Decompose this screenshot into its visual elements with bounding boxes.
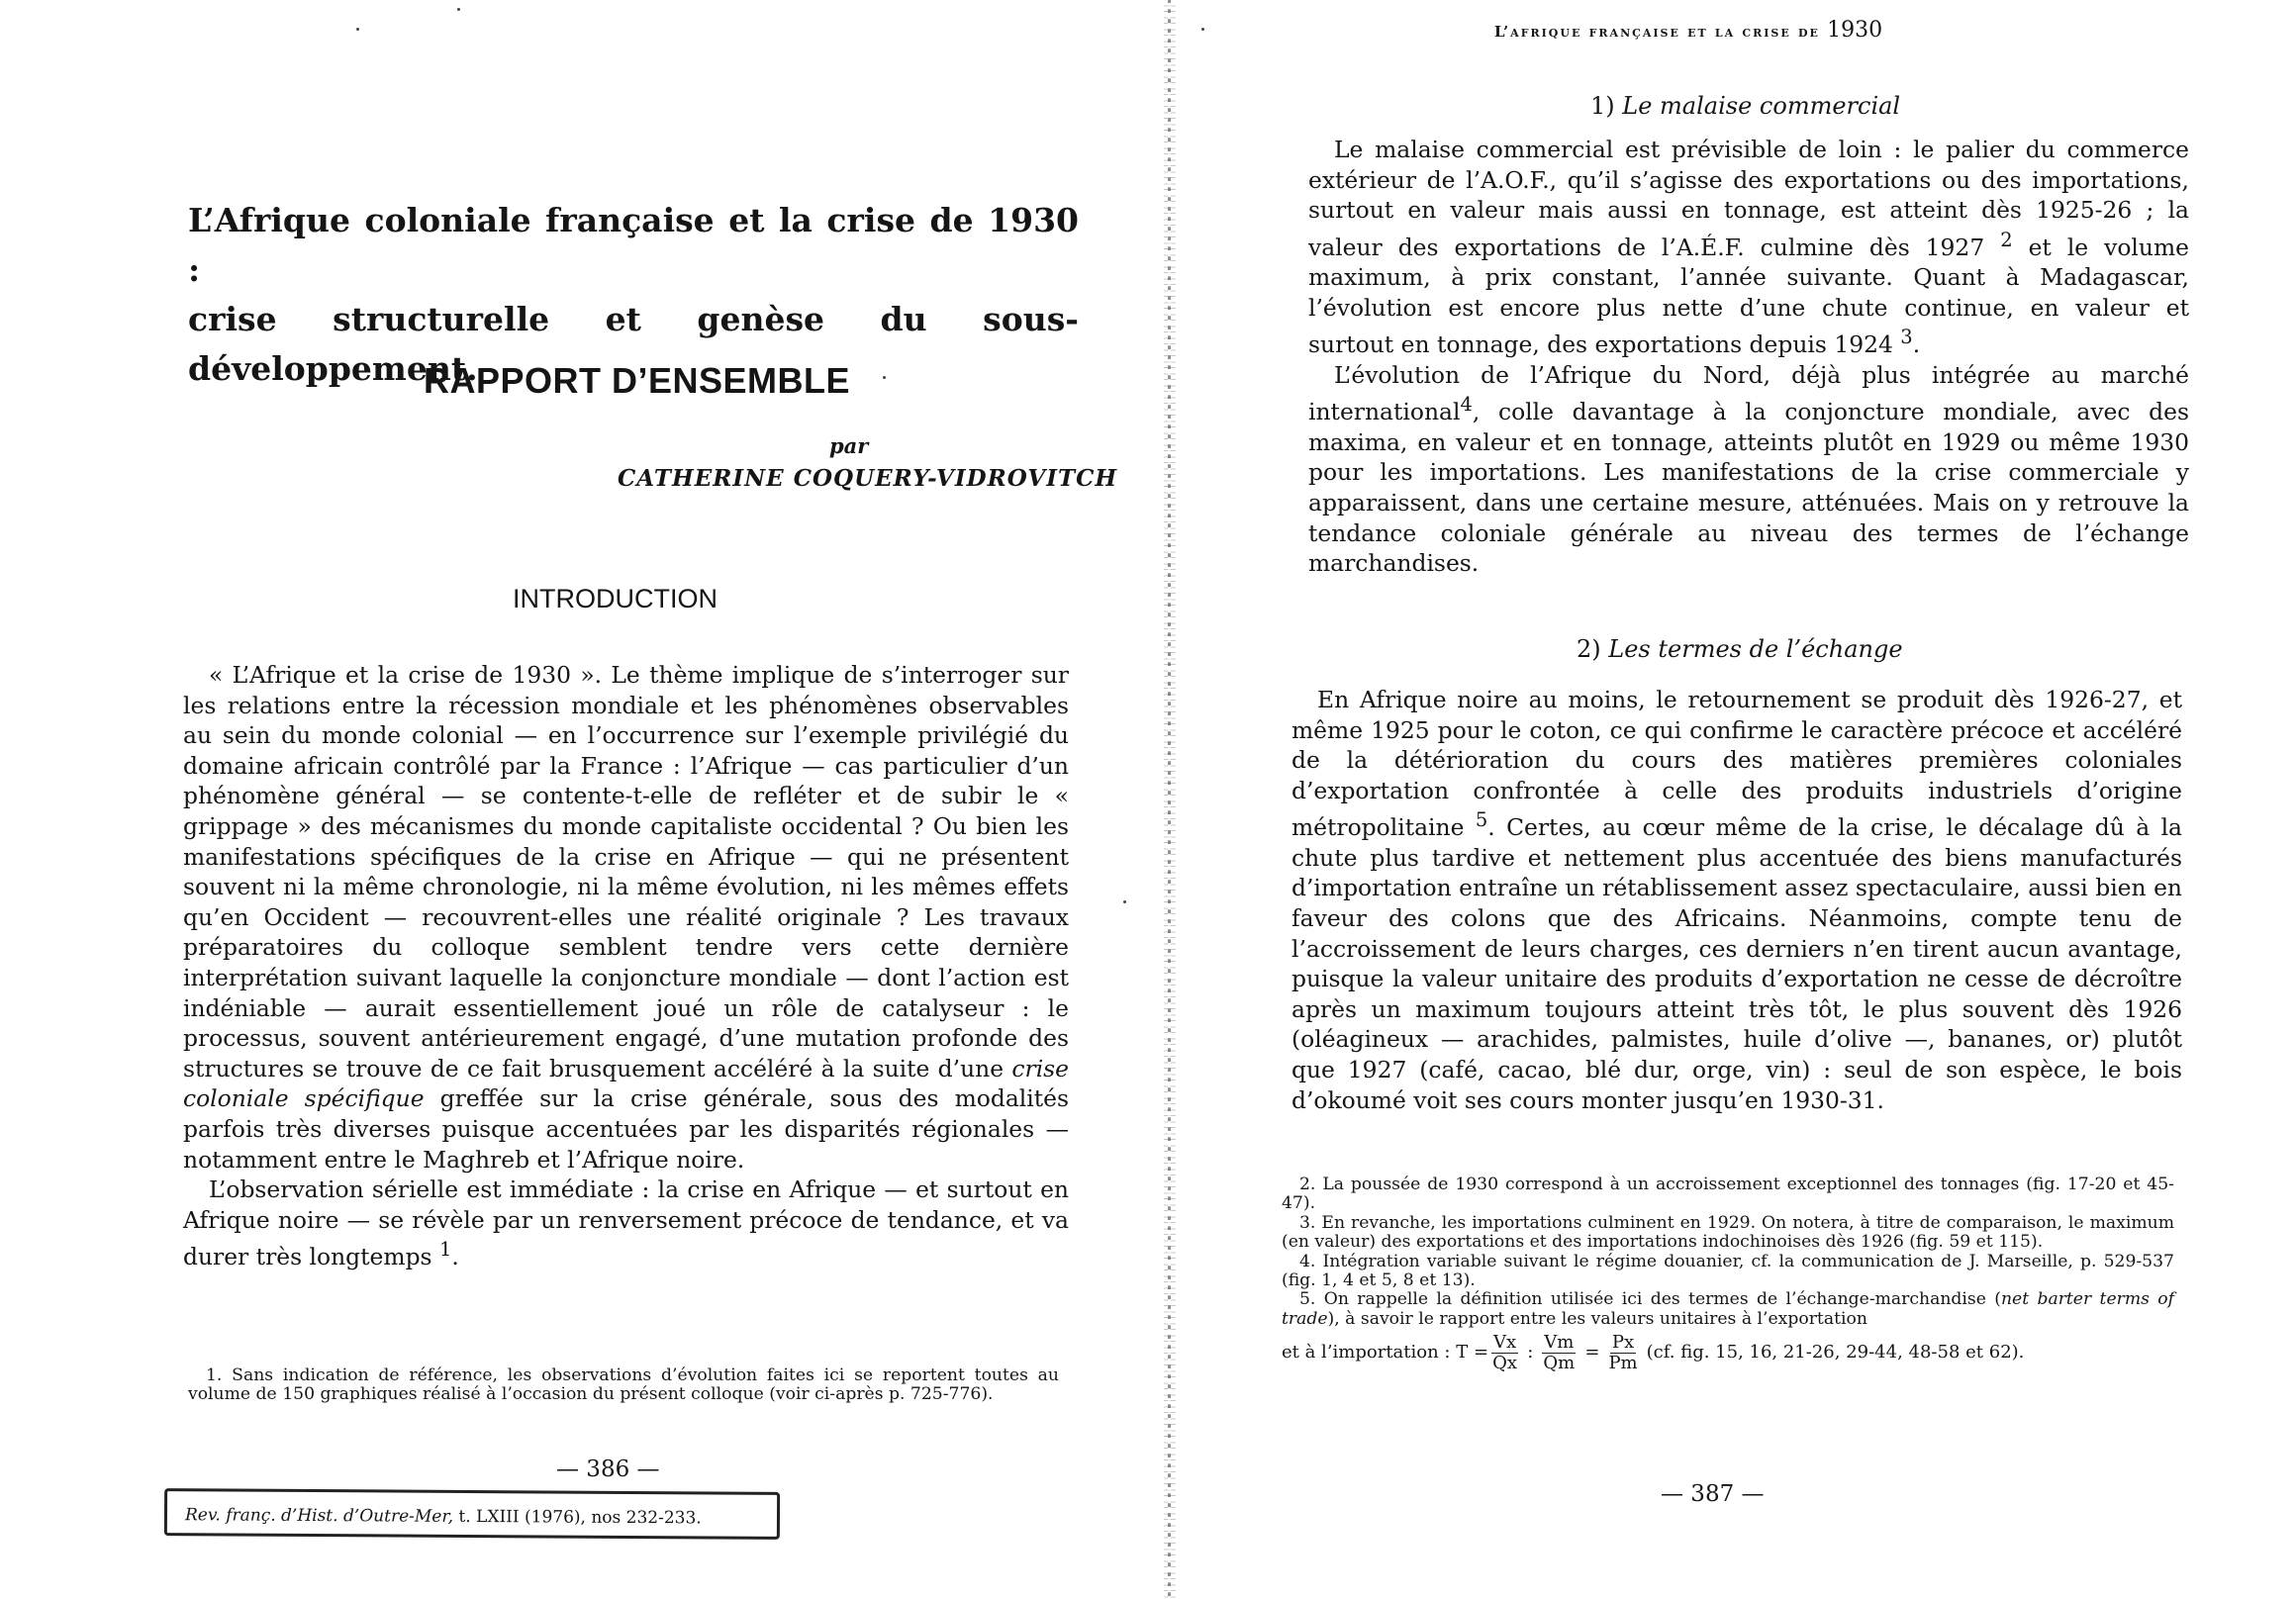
paragraph: « L’Afrique et la crise de 1930 ». Le thème implique de s’interroger sur les relations entre la récession mondiale et les phénomènes observables au sein du monde colonial — en l’occurrence sur l’exemple privilégié du domaine africain contrôlé par la France : l’Afrique — cas particulier d’un phénomène général — se contente-t-elle de refléter et de subir le « grippage » des mécanismes du monde capitaliste occidental ? Ou bien les manifestations spécifiques de la crise en Afrique — qui ne présentent souvent ni la même chronologie, ni la même évolution, ni les mêmes effets qu’en Occident — recouvrent-elles une réalité originale ? Les travaux préparatoires du colloque semblent tendre vers cette dernière interprétation suivant laquelle la conjoncture mondiale — dont l’action est indéniable — aurait essentiellement joué un rôle de catalyseur : le processus, souvent antérieurement engagé, d’une mutation profonde des structures se trouve de ce fait brusquement accéléré à la suite d’une crise coloniale spécifique greffée sur la crise générale, sous des modalités parfois très diverses puisque accentuées par les disparités régionales — notamment entre le Maghreb et l’Afrique noire.	[183, 661, 1070, 1174]
right-page	[1193, 0, 2296, 1599]
section-2-body	[1292, 685, 2182, 1115]
introduction-heading: INTRODUCTION	[513, 584, 718, 613]
footnote-ref: 4	[1460, 393, 1473, 417]
paragraph: L’observation sérielle est immédiate : la crise en Afrique — et surtout en Afrique noire — se révèle par un renversement précoce de tendance, et va durer très longtemps $^1$.	[183, 1176, 1069, 1271]
footnote: 5. On rappelle la définition utilisée ici des termes de l’échange-marchandise (net barter terms of trade), à savoir le rapport entre les valeurs unitaires à l’exportation	[1282, 1289, 2174, 1329]
footnotes-right	[1282, 1176, 2174, 1372]
title-line-1: L’Afrique coloniale française et la crise de 1930 :	[188, 201, 1079, 289]
journal-title: Rev. franç. d’Hist. d’Outre-Mer,	[184, 1505, 454, 1527]
fraction-vx-qx: $\frac{Vx}{Qx}$	[1492, 1332, 1518, 1373]
journal-volume: t. LXIII (1976), nos 232-233.	[458, 1506, 702, 1529]
fraction-vm-qm: $\frac{Vm}{Qm}$	[1543, 1332, 1576, 1373]
section-1-body	[1308, 135, 2189, 579]
paragraph: L’évolution de l’Afrique du Nord, déjà plus intégrée au marché international$^4$, colle davantage à la conjoncture mondiale, avec des maxima, en valeur et en tonnage, atteints plutôt en 1929 ou même 1930 pour les importations. Les manifestations de la crise commerciale y apparaissent, dans une certaine mesure, atténuées. Mais on y retrouve la tendance coloniale générale au niveau des termes de l’échange marchandises.	[1308, 360, 2189, 578]
by-label: par	[829, 433, 869, 458]
footnote-ref: 2	[2000, 228, 2013, 251]
running-head: L’afrique française et la crise de 1930	[1494, 18, 1883, 43]
footnote: 2. La poussée de 1930 correspond à un accroissement exceptionnel des tonnages (fig. 17-20 et 45-47).	[1282, 1175, 2174, 1214]
scan-speck	[457, 8, 460, 11]
footnote: 1. Sans indication de référence, les observations d’évolution faites ici se reportent toutes au volume de 150 graphiques réalisé à l’occasion du présent colloque (voir ci-après p. 725-776).	[188, 1365, 1059, 1405]
footnote: 4. Intégration variable suivant le régime douanier, cf. la communication de J. Marseille, p. 529-537 (fig. 1, 4 et 5, 8 et 13).	[1282, 1251, 2174, 1291]
scan-speck	[1201, 28, 1204, 31]
page-gutter-shadow	[1168, 0, 1171, 1599]
formula: et à l’importation : T = $\frac{Vx}{Qx}$ : $\frac{Vm}{Qm}$ = $\frac{Px}{Pm}$ (cf. fig. 15, 16, 21-26, 29-44, 48-58 et 62).	[1282, 1332, 2025, 1373]
footnote-ref: 5	[1475, 808, 1488, 832]
page-number-left: — 386 —	[556, 1457, 660, 1482]
scan-speck	[356, 28, 359, 31]
italic-phrase: crise coloniale spécifique	[183, 1054, 1070, 1113]
section-1-heading: 1) Le malaise commercial	[1590, 92, 1901, 120]
footnote: 3. En revanche, les importations culminent en 1929. On notera, à titre de comparaison, le maximum (en valeur) des exportations et des importations indochinoises dès 1926 (fig. 59 et 115).	[1282, 1212, 2174, 1253]
title-line-2: crise structurelle et genèse du sous-développement.	[188, 300, 1079, 388]
scan-speck	[1123, 900, 1126, 903]
section-2-heading: 2) Les termes de l’échange	[1577, 635, 1903, 663]
paragraph: Le malaise commercial est prévisible de loin : le palier du commerce extérieur de l’A.O.F., qu’il s’agisse des exportations ou des importations, surtout en valeur mais aussi en tonnage, est atteint dès 1925-26 ; la valeur des exportations de l’A.É.F. culmine dès 1927 $^2$ et le volume maximum, à prix constant, l’année suivante. Quant à Madagascar, l’évolution est encore plus nette d’une chute continue, en valeur et surtout en tonnage, des exportations depuis 1924 $^3$.	[1308, 136, 2189, 359]
fraction-px-pm: $\frac{Px}{Pm}$	[1608, 1332, 1638, 1373]
page-number-right: — 387 —	[1661, 1481, 1765, 1507]
footnote-ref: 3	[1900, 326, 1913, 349]
report-heading: RAPPORT D’ENSEMBLE	[424, 360, 851, 401]
introduction-body	[183, 660, 1069, 1272]
paragraph: En Afrique noire au moins, le retournement se produit dès 1926-27, et même 1925 pour le coton, ce qui confirme le caractère précoce et accéléré de la détérioration du cours des matières premières coloniales d’exportation confrontée à celle des produits industriels d’origine métropolitaine $^5$. Certes, au cœur même de la crise, le décalage dû à la chute plus tardive et nettement plus accentuée des biens manufacturés d’importation entraîne un rétablissement assez spectaculaire, aussi bien en faveur des colons que des Africains. Néanmoins, compte tenu de l’accroissement de leurs charges, ces derniers n’en tirent aucun avantage, puisque la valeur unitaire des produits d’exportation ne cesse de décroître après un maximum toujours atteint très tôt, le plus souvent dès 1926 (oléagineux — arachides, palmistes, huile d’olive —, bananes, or) plutôt que 1927 (café, cacao, blé dur, orge, vin) : seul de son espèce, le bois d’okoumé voit ses cours monter jusqu’en 1930-31.	[1292, 686, 2182, 1114]
footnote-ref: 1	[438, 1238, 452, 1262]
footnotes-left	[188, 1366, 1059, 1405]
journal-reference	[164, 1488, 780, 1540]
scan-speck	[883, 376, 886, 379]
running-head-year: 1930	[1827, 18, 1883, 43]
author-name: CATHERINE COQUERY-VIDROVITCH	[618, 465, 1118, 492]
